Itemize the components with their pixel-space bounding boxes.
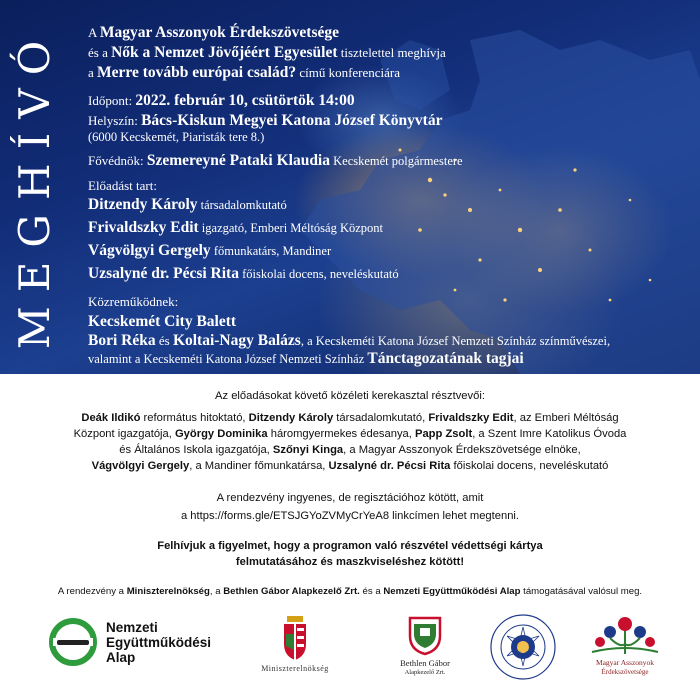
bold-segment: Uzsalyné dr. Pécsi Rita (328, 460, 451, 472)
nnje-logo (488, 612, 558, 682)
text-segment: , az Emberi Méltóság (513, 412, 619, 424)
bold-segment: Miniszterelnökség (126, 586, 210, 597)
patron: Fővédnök: Szemereyné Pataki Klaudia Kecskemét polgármestere (88, 152, 463, 169)
bold-segment: Bethlen Gábor Alapkezelő Zrt. (223, 586, 360, 597)
bethlen-shield-icon (370, 614, 480, 656)
mae-label: Magyar Asszonyok (595, 658, 655, 667)
notice-line-1: Felhívjuk a figyelmet, hogy a programon való részvétel védettségi kártya (157, 540, 543, 552)
text-segment: , a Szent Imre Katolikus Óvoda (472, 428, 627, 440)
event-address: (6000 Kecskemét, Piaristák tere 8.) (88, 130, 265, 144)
bold-segment: Deák Ildikó (81, 412, 141, 424)
event-time: Időpont: 2022. február 10, csütörtök 14:00 (88, 92, 355, 109)
text-segment: , a (209, 586, 224, 597)
roundtable-heading: Az előadásokat követő közéleti kerekasztal résztvevői: (215, 390, 485, 402)
nea-word-1: Nemzeti (106, 620, 158, 635)
notice-line-2: felmutatásához és maszkviseléshez kötött! (235, 556, 465, 568)
ministry-logo (240, 614, 350, 684)
text-segment: , a Magyar Asszonyok Érdekszövetsége elnöke, (343, 444, 581, 456)
roundtable-line-3 (20, 442, 680, 458)
event-place: Helyszín: Bács-Kiskun Megyei Katona József Könyvtár (88, 112, 443, 129)
support-line (20, 584, 680, 600)
bold-segment: Papp Zsolt (415, 428, 473, 440)
text-segment: és a (359, 586, 384, 597)
roundtable-line-4 (20, 458, 680, 474)
mae-logo (570, 614, 680, 684)
bold-segment: Szőnyi Kinga (272, 444, 344, 456)
nea-emblem-icon (48, 614, 98, 670)
details-panel (0, 374, 700, 700)
performer-dancers: valamint a Kecskeméti Katona József Nemzeti Színház Tánctagozatának tagjai (88, 350, 524, 367)
roundtable-line-1 (20, 410, 680, 426)
text-segment: főiskolai docens, neveléskutató (450, 460, 609, 472)
performer-group: Kecskemét City Balett (88, 313, 237, 330)
bethlen-sub: Alapkezelő Zrt. (404, 669, 446, 676)
registration-line-1: A rendezvény ingyenes, de regisztációhoz kötött, amit (216, 492, 484, 504)
text-segment: református hitoktató, (140, 412, 249, 424)
text-segment: Központ igazgatója, (73, 428, 175, 440)
mae-sub: Érdekszövetsége (601, 668, 649, 676)
intro-line-3: a Merre tovább európai család? című konferenciára (88, 64, 401, 81)
bold-segment: György Dominika (174, 428, 268, 440)
invitation-title: MEGHÍVÓ (10, 26, 59, 350)
speaker-3: Vágvölgyi Gergely főmunkatárs, Mandiner (88, 242, 332, 259)
roundtable-line-2 (20, 426, 680, 442)
bold-segment: Frivaldszky Edit (428, 412, 514, 424)
text-segment: , a Mandiner főmunkatársa, (189, 460, 329, 472)
nea-word-2: Együttműködési (106, 635, 212, 650)
bold-segment: Vágvölgyi Gergely (91, 460, 190, 472)
hungarian-coat-of-arms-icon (240, 614, 350, 662)
text-segment: A rendezvény a (57, 586, 127, 597)
nnje-seal-icon (488, 612, 558, 682)
folk-flowers-icon (570, 614, 680, 656)
performer-actors: Bori Réka és Koltai-Nagy Balázs, a Kecskeméti Katona József Nemzeti Színház színművészei, (88, 332, 611, 349)
speakers-label: Előadást tart: (88, 178, 157, 193)
text-segment: háromgyermekes édesanya, (267, 428, 415, 440)
registration-link[interactable]: a https://forms.gle/ETSJGYoZVMyCrYeA8 linkcímen lehet megtenni. (180, 510, 520, 522)
bethlen-logo (370, 614, 480, 684)
text-segment: és Általános Iskola igazgatója, (119, 444, 273, 456)
intro-line-2: és a Nők a Nemzet Jövőjéért Egyesület tisztelettel meghívja (88, 44, 446, 61)
bold-segment: Nemzeti Együttműködési Alap (383, 586, 521, 597)
text-segment: társadalomkutató, (333, 412, 429, 424)
speaker-2: Frivaldszky Edit igazgató, Emberi Méltóság Központ (88, 219, 383, 236)
bold-segment: Ditzendy Károly (248, 412, 334, 424)
nea-logo (48, 614, 212, 674)
intro-line-1: A Magyar Asszonyok Érdekszövetsége (88, 24, 340, 41)
speaker-4: Uzsalyné dr. Pécsi Rita főiskolai docens, neveléskutató (88, 265, 399, 282)
ministry-label: Miniszterelnökség (261, 664, 329, 673)
bethlen-label: Bethlen Gábor (400, 658, 450, 668)
performers-label: Közreműködnek: (88, 294, 179, 309)
nea-word-3: Alap (106, 650, 136, 665)
speaker-1: Ditzendy Károly társadalomkutató (88, 196, 287, 213)
text-segment: támogatásával valósul meg. (520, 586, 643, 597)
